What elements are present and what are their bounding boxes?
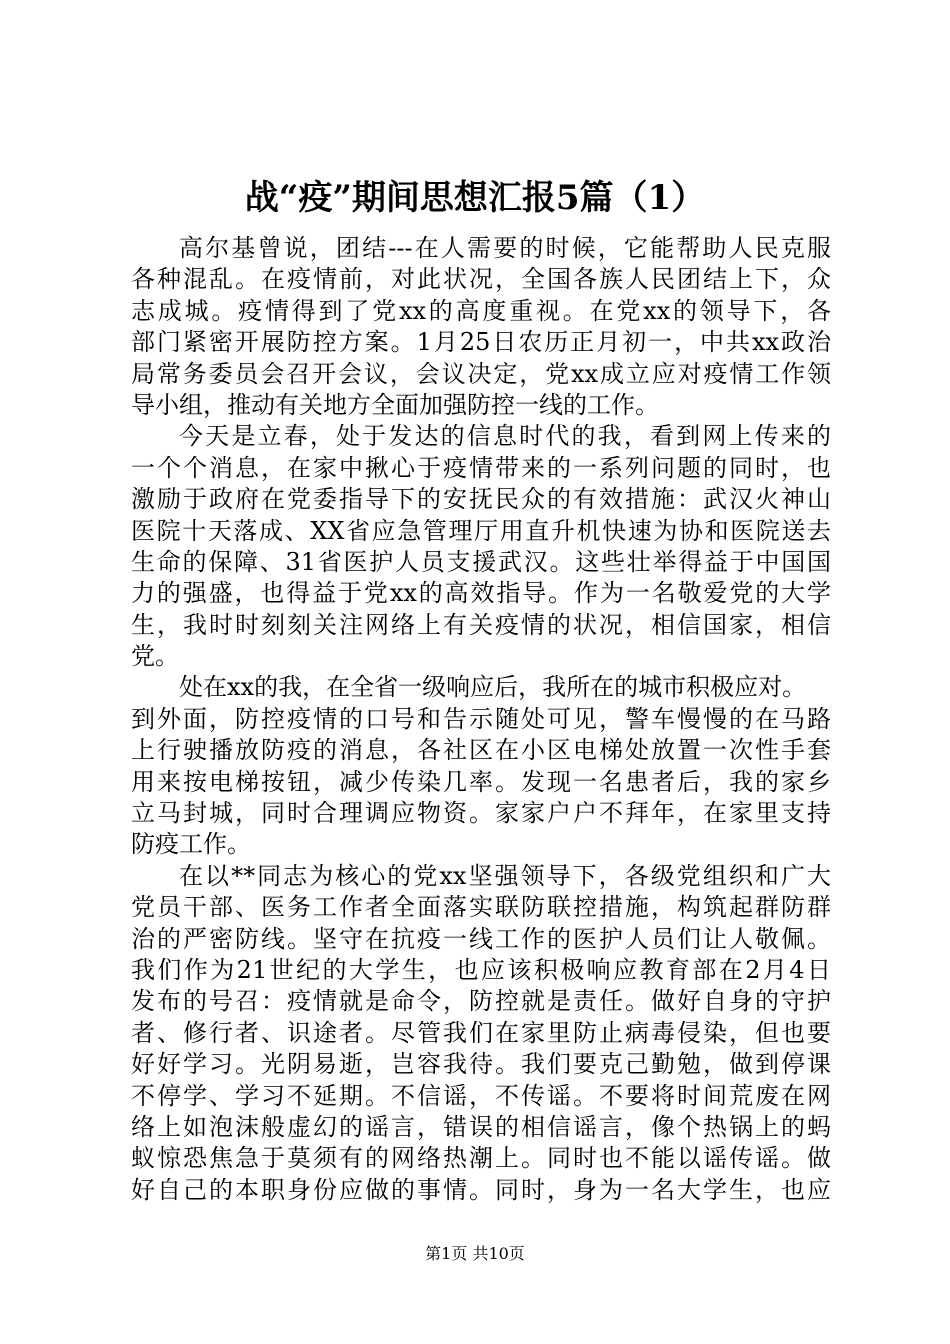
- body-line-20: 防疫工作。: [131, 830, 251, 859]
- body-line-19: 立马封城，同时合理调应物资。家家户户不拜年，在家里支持: [131, 799, 831, 828]
- body-line-6: 导小组，推动有关地方全面加强防控一线的工作。: [131, 390, 659, 419]
- body-line-9: 激励于政府在党委指导下的安抚民众的有效措施：武汉火神山: [131, 485, 831, 514]
- body-line-18: 用来按电梯按钮，减少传染几率。发现一名患者后，我的家乡: [131, 767, 831, 796]
- body-line-8: 一个个消息，在家中揪心于疫情带来的一系列问题的同时，也: [131, 453, 831, 482]
- body-line-22: 党员干部、医务工作者全面落实联防联控措施，构筑起群防群: [131, 893, 831, 922]
- body-line-28: 不停学、学习不延期。不信谣，不传谣。不要将时间荒废在网: [131, 1081, 831, 1110]
- body-line-30: 蚁惊恐焦急于莫须有的网络热潮上。同时也不能以谣传谣。做: [131, 1144, 831, 1173]
- body-line-21: 在以**同志为核心的党xx坚强领导下，各级党组织和广大: [179, 861, 831, 890]
- body-line-16: 到外面，防控疫情的口号和告示随处可见，警车慢慢的在马路: [131, 704, 831, 733]
- body-line-2: 各种混乱。在疫情前，对此状况，全国各族人民团结上下，众: [131, 265, 831, 294]
- document-title: 战“疫”期间思想汇报5篇（1）: [244, 178, 706, 218]
- body-line-10: 医院十天落成、XX省应急管理厅用直升机快速为协和医院送去: [131, 516, 831, 545]
- body-line-7: 今天是立春，处于发达的信息时代的我，看到网上传来的: [179, 422, 831, 451]
- body-line-14: 党。: [131, 642, 179, 671]
- body-line-15: 处在xx的我，在全省一级响应后，我所在的城市积极应对。: [179, 673, 807, 702]
- document-body: [131, 233, 831, 1206]
- body-line-5: 局常务委员会召开会议，会议决定，党xx成立应对疫情工作领: [131, 359, 831, 388]
- body-line-24: 我们作为21世纪的大学生，也应该积极响应教育部在2月4日: [131, 955, 831, 984]
- body-line-11: 生命的保障、31省医护人员支援武汉。这些壮举得益于中国国: [131, 547, 831, 576]
- body-line-13: 生，我时时刻刻关注网络上有关疫情的状况，相信国家，相信: [131, 610, 831, 639]
- body-line-31: 好自己的本职身份应做的事情。同时，身为一名大学生，也应: [131, 1175, 831, 1204]
- body-line-29: 络上如泡沫般虚幻的谣言，错误的相信谣言，像个热锅上的蚂: [131, 1112, 831, 1141]
- body-line-12: 力的强盛，也得益于党xx的高效指导。作为一名敬爱党的大学: [131, 579, 831, 608]
- page-number-footer: 第1页 共10页: [425, 1244, 525, 1263]
- body-line-4: 部门紧密开展防控方案。1月25日农历正月初一，中共xx政治: [131, 328, 831, 357]
- body-line-27: 好好学习。光阴易逝，岂容我待。我们要克己勤勉，做到停课: [131, 1050, 831, 1079]
- body-line-1: 高尔基曾说，团结---在人需要的时候，它能帮助人民克服: [179, 234, 831, 262]
- body-line-26: 者、修行者、识途者。尽管我们在家里防止病毒侵染，但也要: [131, 1018, 831, 1047]
- body-line-25: 发布的号召：疫情就是命令，防控就是责任。做好自身的守护: [131, 987, 831, 1016]
- body-line-17: 上行驶播放防疫的消息，各社区在小区电梯处放置一次性手套: [131, 736, 831, 765]
- body-line-23: 治的严密防线。坚守在抗疫一线工作的医护人员们让人敬佩。: [131, 924, 831, 953]
- body-line-3: 志成城。疫情得到了党xx的高度重视。在党xx的领导下，各: [131, 296, 831, 325]
